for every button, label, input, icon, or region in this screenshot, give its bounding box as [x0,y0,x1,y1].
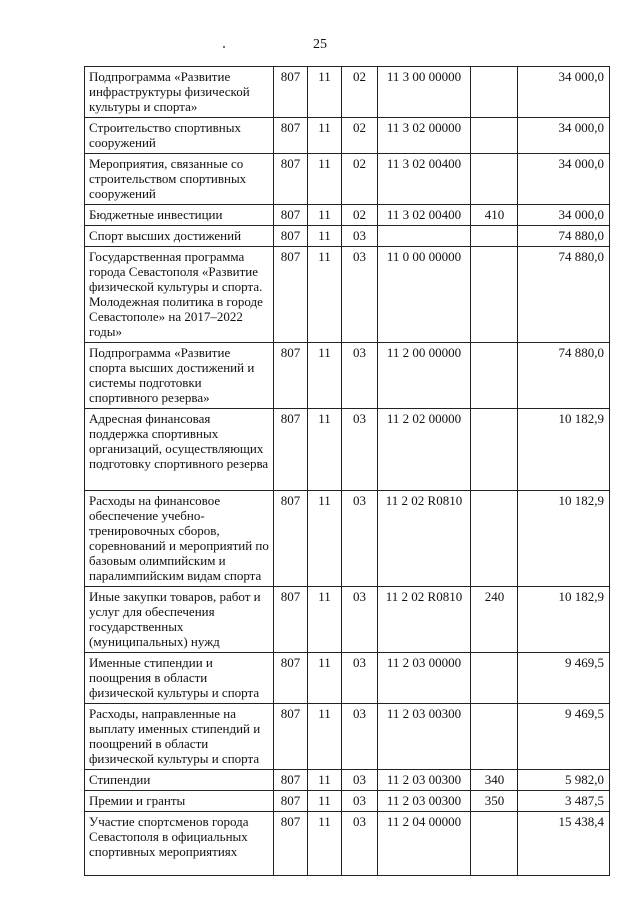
target-article-code: 11 2 03 00000 [378,653,471,704]
subsection-code: 02 [342,154,378,205]
amount: 74 880,0 [518,226,610,247]
expense-type-code [471,409,518,491]
item-name: Участие спортсменов города Севастополя в официальных спортивных мероприятиях [85,812,274,876]
target-article-code: 11 2 04 00000 [378,812,471,876]
target-article-code: 11 2 00 00000 [378,343,471,409]
subsection-code: 03 [342,226,378,247]
grbs-code: 807 [274,812,308,876]
table-row [85,653,610,704]
expense-type-code [471,226,518,247]
subsection-code: 03 [342,587,378,653]
amount: 3 487,5 [518,791,610,812]
target-article-code: 11 2 03 00300 [378,770,471,791]
subsection-code: 02 [342,118,378,154]
expense-type-code [471,154,518,205]
amount: 34 000,0 [518,67,610,118]
section-code: 11 [308,226,342,247]
grbs-code: 807 [274,226,308,247]
expense-type-code: 410 [471,205,518,226]
grbs-code: 807 [274,770,308,791]
table-row [85,118,610,154]
grbs-code: 807 [274,67,308,118]
item-name: Стипендии [85,770,274,791]
target-article-code [378,226,471,247]
item-name: Подпрограмма «Развитие спорта высших достижений и системы подготовки спортивного резерва» [85,343,274,409]
subsection-code: 03 [342,491,378,587]
section-code: 11 [308,247,342,343]
grbs-code: 807 [274,154,308,205]
amount: 15 438,4 [518,812,610,876]
amount: 34 000,0 [518,205,610,226]
item-name: Государственная программа города Севастополя «Развитие физической культуры и спорта. Молодежная политика в городе Севастополе» на 2017–2022 годы» [85,247,274,343]
grbs-code: 807 [274,491,308,587]
section-code: 11 [308,704,342,770]
grbs-code: 807 [274,343,308,409]
subsection-code: 03 [342,247,378,343]
table-row [85,812,610,876]
table-row [85,587,610,653]
amount: 9 469,5 [518,653,610,704]
amount: 10 182,9 [518,491,610,587]
grbs-code: 807 [274,704,308,770]
item-name: Спорт высших достижений [85,226,274,247]
amount: 10 182,9 [518,587,610,653]
subsection-code: 03 [342,812,378,876]
grbs-code: 807 [274,791,308,812]
grbs-code: 807 [274,653,308,704]
item-name: Именные стипендии и поощрения в области физической культуры и спорта [85,653,274,704]
section-code: 11 [308,812,342,876]
subsection-code: 02 [342,205,378,226]
budget-table-body [85,67,610,876]
grbs-code: 807 [274,205,308,226]
item-name: Расходы, направленные на выплату именных стипендий и поощрений в области физической культуры и спорта [85,704,274,770]
item-name: Бюджетные инвестиции [85,205,274,226]
section-code: 11 [308,67,342,118]
table-row [85,409,610,491]
amount: 10 182,9 [518,409,610,491]
target-article-code: 11 3 00 00000 [378,67,471,118]
section-code: 11 [308,791,342,812]
subsection-code: 03 [342,770,378,791]
budget-table [84,66,610,876]
grbs-code: 807 [274,118,308,154]
section-code: 11 [308,118,342,154]
table-row [85,770,610,791]
target-article-code: 11 0 00 00000 [378,247,471,343]
target-article-code: 11 2 02 R0810 [378,587,471,653]
table-row [85,491,610,587]
expense-type-code [471,491,518,587]
amount: 74 880,0 [518,343,610,409]
subsection-code: 02 [342,67,378,118]
table-row [85,791,610,812]
section-code: 11 [308,205,342,226]
target-article-code: 11 3 02 00400 [378,205,471,226]
target-article-code: 11 2 03 00300 [378,704,471,770]
expense-type-code [471,343,518,409]
amount: 34 000,0 [518,118,610,154]
expense-type-code [471,704,518,770]
table-row [85,67,610,118]
amount: 34 000,0 [518,154,610,205]
amount: 74 880,0 [518,247,610,343]
expense-type-code [471,653,518,704]
item-name: Премии и гранты [85,791,274,812]
section-code: 11 [308,770,342,791]
section-code: 11 [308,491,342,587]
subsection-code: 03 [342,343,378,409]
section-code: 11 [308,343,342,409]
target-article-code: 11 3 02 00400 [378,154,471,205]
expense-type-code [471,118,518,154]
expense-type-code: 350 [471,791,518,812]
grbs-code: 807 [274,409,308,491]
target-article-code: 11 2 02 00000 [378,409,471,491]
section-code: 11 [308,154,342,205]
amount: 5 982,0 [518,770,610,791]
item-name: Строительство спортивных сооружений [85,118,274,154]
item-name: Адресная финансовая поддержка спортивных организаций, осуществляющих подготовку спортивного резерва [85,409,274,491]
grbs-code: 807 [274,587,308,653]
table-row [85,205,610,226]
section-code: 11 [308,409,342,491]
expense-type-code [471,67,518,118]
target-article-code: 11 2 03 00300 [378,791,471,812]
target-article-code: 11 2 02 R0810 [378,491,471,587]
table-row [85,247,610,343]
table-row [85,226,610,247]
item-name: Мероприятия, связанные со строительством спортивных сооружений [85,154,274,205]
section-code: 11 [308,653,342,704]
item-name: Расходы на финансовое обеспечение учебно-тренировочных сборов, соревнований и мероприятий по базовым олимпийским и паралимпийским видам спорта [85,491,274,587]
expense-type-code: 240 [471,587,518,653]
table-row [85,154,610,205]
expense-type-code [471,247,518,343]
subsection-code: 03 [342,791,378,812]
subsection-code: 03 [342,653,378,704]
subsection-code: 03 [342,704,378,770]
table-row [85,343,610,409]
table-row [85,704,610,770]
item-name: Подпрограмма «Развитие инфраструктуры физической культуры и спорта» [85,67,274,118]
page-number: 25 [313,37,327,52]
subsection-code: 03 [342,409,378,491]
item-name: Иные закупки товаров, работ и услуг для обеспечения государственных (муниципальных) нужд [85,587,274,653]
grbs-code: 807 [274,247,308,343]
amount: 9 469,5 [518,704,610,770]
expense-type-code: 340 [471,770,518,791]
scan-speck [223,46,225,48]
section-code: 11 [308,587,342,653]
target-article-code: 11 3 02 00000 [378,118,471,154]
expense-type-code [471,812,518,876]
